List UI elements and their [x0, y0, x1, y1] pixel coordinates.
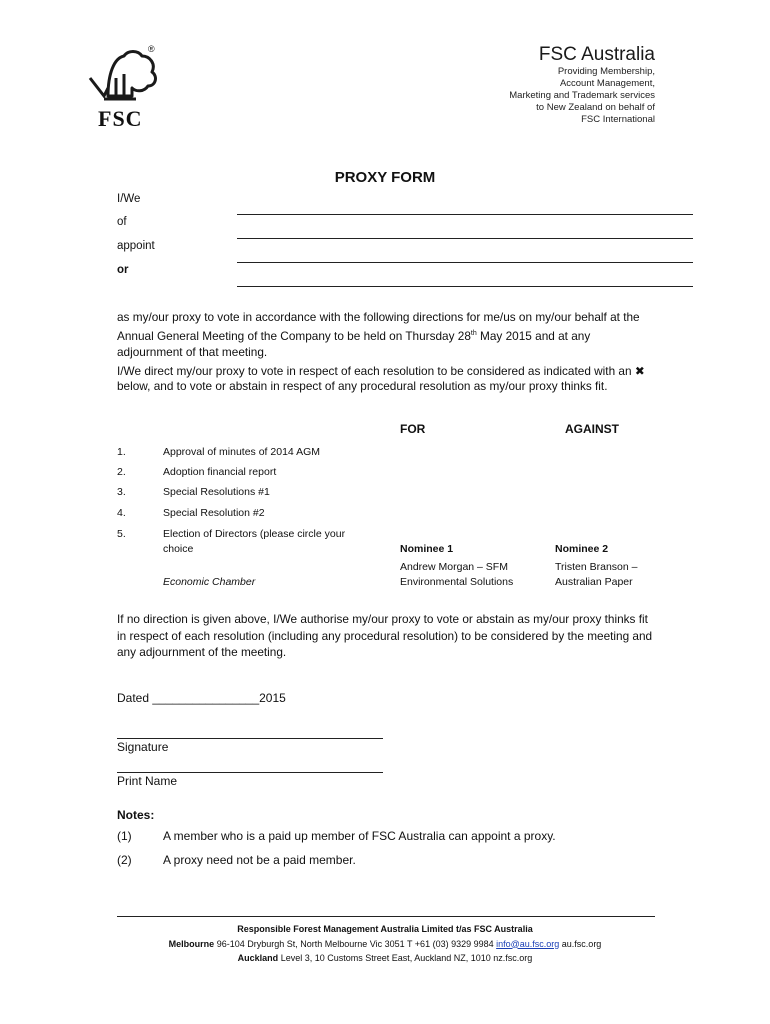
- footer-auckland: [0, 951, 770, 966]
- for-column-header: FOR: [400, 422, 426, 436]
- resolution-number: 3.: [117, 486, 126, 498]
- footer-auckland-label: Auckland: [237, 953, 279, 963]
- resolution-text: Election of Directors (please circle your choice: [163, 528, 346, 555]
- footer-melbourne-address: 96-104 Dryburgh St, North Melbourne Vic 3051 T +61 (03) 9329 9984: [214, 938, 497, 949]
- footer-melbourne-label: Melbourne: [168, 938, 215, 949]
- form-title: PROXY FORM: [334, 169, 436, 186]
- note-text: A member who is a paid up member of FSC Australia can appoint a proxy.: [163, 829, 556, 843]
- proxy-paragraph-2-b: below, and to vote or abstain in respect of any procedural resolution as my/our proxy thinks fit.: [117, 379, 608, 393]
- footer-melbourne-web: au.fsc.org: [559, 938, 602, 949]
- no-direction-paragraph: If no direction is given above, I/We authorise my/our proxy to vote or abstain as my/our proxy thinks fit in respect of each resolution (including any procedural resolution) to be considered by the meeting and any adjournment of the meeting.: [117, 612, 653, 659]
- dated-field[interactable]: Dated ________________2015: [117, 691, 286, 705]
- org-subtitle-line: Marketing and Trademark services: [509, 90, 655, 101]
- cross-mark-icon: ✖: [634, 364, 645, 378]
- or-field-line[interactable]: [237, 286, 693, 287]
- of-label: of: [117, 216, 127, 228]
- org-title: FSC Australia: [538, 44, 655, 65]
- appoint-label: appoint: [117, 240, 155, 252]
- org-subtitle-line: Providing Membership,: [557, 66, 655, 77]
- resolution-number: 5.: [117, 528, 126, 540]
- footer-auckland-address: Level 3, 10 Customs Street East, Auckland NZ, 1010 nz.fsc.org: [278, 953, 533, 963]
- note-number: (1): [117, 829, 132, 843]
- footer-melbourne: [0, 937, 770, 952]
- chamber-label: Economic Chamber: [163, 576, 256, 588]
- fsc-logo: [86, 44, 166, 134]
- signature-label: Signature: [117, 740, 169, 754]
- org-subtitle: [415, 66, 655, 126]
- footer: [0, 922, 770, 966]
- footer-company: Responsible Forest Management Australia Limited t/as FSC Australia: [237, 924, 533, 934]
- note-number: (2): [117, 853, 132, 867]
- iwe-label: I/We: [117, 193, 141, 205]
- print-name-line[interactable]: [117, 772, 383, 773]
- note-text: A proxy need not be a paid member.: [163, 853, 356, 867]
- org-subtitle-line: FSC International: [581, 114, 655, 125]
- resolution-number: 2.: [117, 466, 126, 478]
- resolution-text: Approval of minutes of 2014 AGM: [163, 446, 321, 458]
- registered-mark: ®: [148, 44, 155, 54]
- proxy-paragraph-1-b: May 2015 and at any adjournment of that meeting.: [117, 328, 591, 359]
- appoint-field-line[interactable]: [237, 262, 693, 263]
- resolution-number: 1.: [117, 446, 126, 458]
- org-subtitle-line: Account Management,: [559, 78, 655, 89]
- nominee-1-name[interactable]: Andrew Morgan – SFM Environmental Solutions: [400, 561, 514, 588]
- nominee-2-name[interactable]: Tristen Branson – Australian Paper: [555, 561, 638, 588]
- date-suffix: th: [470, 329, 477, 337]
- footer-divider: [117, 916, 655, 917]
- or-label: or: [117, 264, 129, 276]
- signature-line[interactable]: [117, 738, 383, 739]
- resolution-text: Adoption financial report: [163, 466, 277, 478]
- org-subtitle-line: to New Zealand on behalf of: [536, 102, 655, 113]
- proxy-paragraph-2: [117, 364, 657, 394]
- resolution-text: Special Resolution #2: [163, 507, 265, 519]
- notes-title: Notes:: [117, 808, 155, 822]
- resolution-text: Special Resolutions #1: [163, 486, 270, 498]
- proxy-paragraph-1-a: as my/our proxy to vote in accordance with the following directions for me/us on my/our behalf at the Annual General Meeting of the Company to be held on Thursday 28: [117, 310, 640, 343]
- iwe-field-line[interactable]: [237, 214, 693, 215]
- proxy-paragraph-2-a: I/We direct my/our proxy to vote in respect of each resolution to be considered as indicated with an: [117, 364, 635, 378]
- nominee-2-header: Nominee 2: [555, 543, 609, 555]
- footer-email-link[interactable]: info@au.fsc.org: [496, 938, 560, 949]
- resolution-number: 4.: [117, 507, 126, 519]
- logo-wordmark: FSC: [98, 106, 143, 131]
- of-field-line[interactable]: [237, 238, 693, 239]
- print-name-label: Print Name: [117, 774, 178, 788]
- nominee-1-header: Nominee 1: [400, 543, 454, 555]
- against-column-header: AGAINST: [565, 422, 619, 436]
- proxy-paragraph-1: [117, 309, 657, 360]
